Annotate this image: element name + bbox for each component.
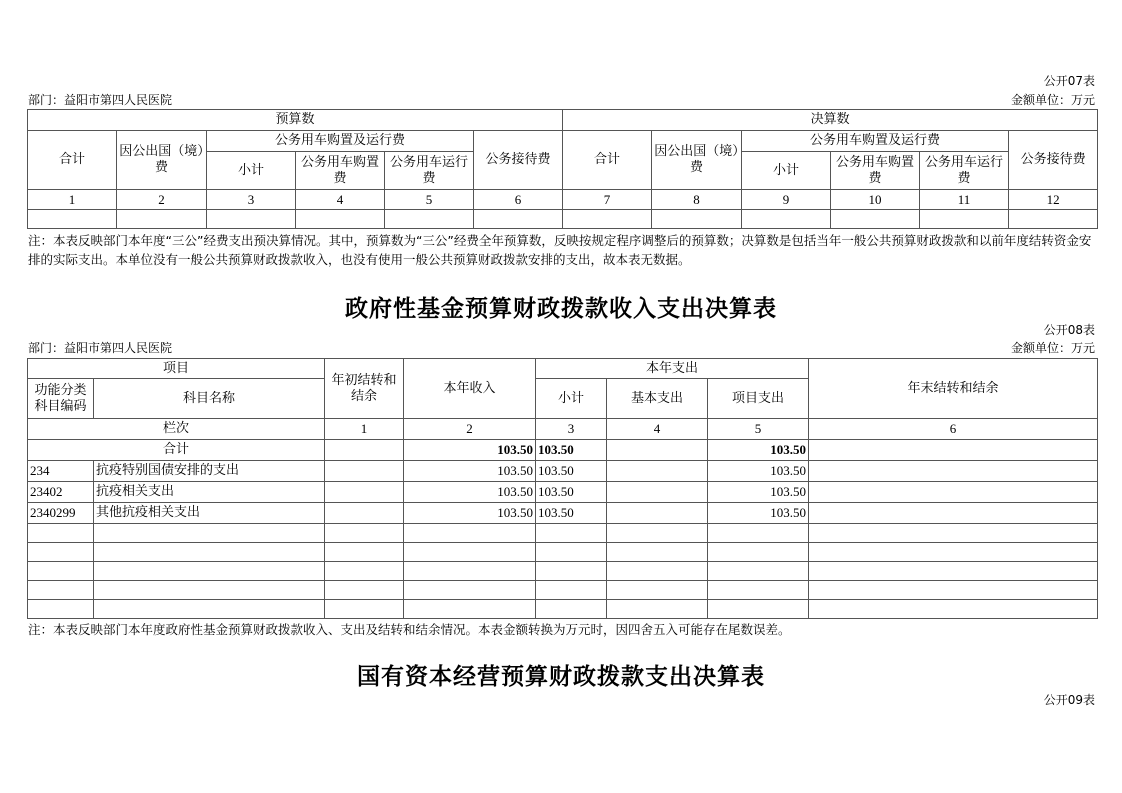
table08-title: 政府性基金预算财政拨款收入支出决算表 — [345, 296, 777, 322]
final-total-header: 合计 — [563, 131, 652, 190]
col-number: 7 — [563, 190, 652, 210]
begin-balance-header: 年初结转和结余 — [325, 359, 404, 419]
basic-expense-header: 基本支出 — [607, 379, 708, 419]
table09-code: 公开09表 — [1043, 693, 1095, 707]
total-basic — [607, 440, 708, 461]
col-number: 8 — [652, 190, 742, 210]
col-number: 5 — [385, 190, 474, 210]
table-row — [28, 461, 1098, 482]
row-income: 103.50 — [404, 503, 536, 524]
row-begin — [325, 461, 404, 482]
table07-unit: 金额单位：万元 — [1010, 93, 1095, 107]
row-end — [809, 503, 1098, 524]
row-income: 103.50 — [404, 482, 536, 503]
income-header: 本年收入 — [404, 359, 536, 419]
budget-abroad-header: 因公出国（境）费 — [117, 131, 207, 190]
col-number: 10 — [831, 190, 920, 210]
empty-row — [28, 543, 1098, 562]
table08-note: 注：本表反映部门本年度政府性基金预算财政拨款收入、支出及结转和结余情况。本表金额转换为万元时，因四舍五入可能存在尾数误差。 — [28, 622, 791, 637]
empty-row — [28, 524, 1098, 543]
total-row — [28, 440, 1098, 461]
subject-name-header: 科目名称 — [94, 379, 325, 419]
col-label: 栏次 — [28, 419, 325, 440]
col-number: 2 — [404, 419, 536, 440]
row-name: 其他抗疫相关支出 — [94, 503, 325, 524]
col-number: 3 — [536, 419, 607, 440]
row-name: 抗疫特别国债安排的支出 — [94, 461, 325, 482]
col-number: 4 — [607, 419, 708, 440]
col-number: 1 — [325, 419, 404, 440]
row-project: 103.50 — [708, 482, 809, 503]
total-subtotal: 103.50 — [536, 440, 607, 461]
row-end — [809, 461, 1098, 482]
table-row — [28, 482, 1098, 503]
col-number: 9 — [742, 190, 831, 210]
row-basic — [607, 503, 708, 524]
budget-operation-header: 公务用车运行费 — [385, 152, 474, 190]
table-row — [28, 503, 1098, 524]
project-expense-header: 项目支出 — [708, 379, 809, 419]
row-subtotal: 103.50 — [536, 461, 607, 482]
col-number: 1 — [28, 190, 117, 210]
row-income: 103.50 — [404, 461, 536, 482]
table08-department: 部门：益阳市第四人民医院 — [28, 341, 173, 355]
table07-code: 公开07表 — [1043, 74, 1095, 88]
budget-total-header: 合计 — [28, 131, 117, 190]
empty-row — [28, 210, 1098, 229]
row-subtotal: 103.50 — [536, 482, 607, 503]
table09-title: 国有资本经营预算财政拨款支出决算表 — [357, 664, 765, 690]
empty-row — [28, 600, 1098, 619]
func-code-header: 功能分类科目编码 — [28, 379, 94, 419]
empty-row — [28, 581, 1098, 600]
total-end — [809, 440, 1098, 461]
final-header: 决算数 — [563, 110, 1098, 131]
row-project: 103.50 — [708, 503, 809, 524]
row-name: 抗疫相关支出 — [94, 482, 325, 503]
final-vehicle-header: 公务用车购置及运行费 — [742, 131, 1009, 152]
expense-subtotal-header: 小计 — [536, 379, 607, 419]
table08-unit: 金额单位：万元 — [1010, 341, 1095, 355]
col-number: 6 — [809, 419, 1098, 440]
row-code: 2340299 — [28, 503, 94, 524]
final-purchase-header: 公务用车购置费 — [831, 152, 920, 190]
budget-header: 预算数 — [28, 110, 563, 131]
table08-code: 公开08表 — [1043, 323, 1095, 337]
col-number: 3 — [207, 190, 296, 210]
row-project: 103.50 — [708, 461, 809, 482]
item-header: 项目 — [28, 359, 325, 379]
table07-note: 注：本表反映部门本年度“三公”经费支出预决算情况。其中，预算数为“三公”经费全年预算数，反映按规定程序调整后的预算数；决算数是包括当年一般公共预算财政拨款和以前年度结转资金安排的实际支出。本单位没有一般公共预算财政拨款收入，也没有使用一般公共预算财政拨款安排的支出，故本表无数据。 — [28, 233, 1092, 267]
total-begin — [325, 440, 404, 461]
total-project: 103.50 — [708, 440, 809, 461]
col-number: 2 — [117, 190, 207, 210]
col-number: 11 — [920, 190, 1009, 210]
final-reception-header: 公务接待费 — [1009, 131, 1098, 190]
col-number: 6 — [474, 190, 563, 210]
final-operation-header: 公务用车运行费 — [920, 152, 1009, 190]
budget-vehicle-header: 公务用车购置及运行费 — [207, 131, 474, 152]
final-abroad-header: 因公出国（境）费 — [652, 131, 742, 190]
budget-subtotal-header: 小计 — [207, 152, 296, 190]
col-number: 12 — [1009, 190, 1098, 210]
row-begin — [325, 503, 404, 524]
row-basic — [607, 461, 708, 482]
row-code: 23402 — [28, 482, 94, 503]
empty-row — [28, 562, 1098, 581]
row-subtotal: 103.50 — [536, 503, 607, 524]
government-fund-table — [27, 358, 1098, 619]
total-label: 合计 — [28, 440, 325, 461]
three-public-expenses-table — [27, 109, 1098, 229]
row-basic — [607, 482, 708, 503]
expense-header: 本年支出 — [536, 359, 809, 379]
total-income: 103.50 — [404, 440, 536, 461]
table07-department: 部门：益阳市第四人民医院 — [28, 93, 173, 107]
row-code: 234 — [28, 461, 94, 482]
col-number: 4 — [296, 190, 385, 210]
row-end — [809, 482, 1098, 503]
budget-purchase-header: 公务用车购置费 — [296, 152, 385, 190]
end-balance-header: 年末结转和结余 — [809, 359, 1098, 419]
col-number: 5 — [708, 419, 809, 440]
budget-reception-header: 公务接待费 — [474, 131, 563, 190]
final-subtotal-header: 小计 — [742, 152, 831, 190]
row-begin — [325, 482, 404, 503]
